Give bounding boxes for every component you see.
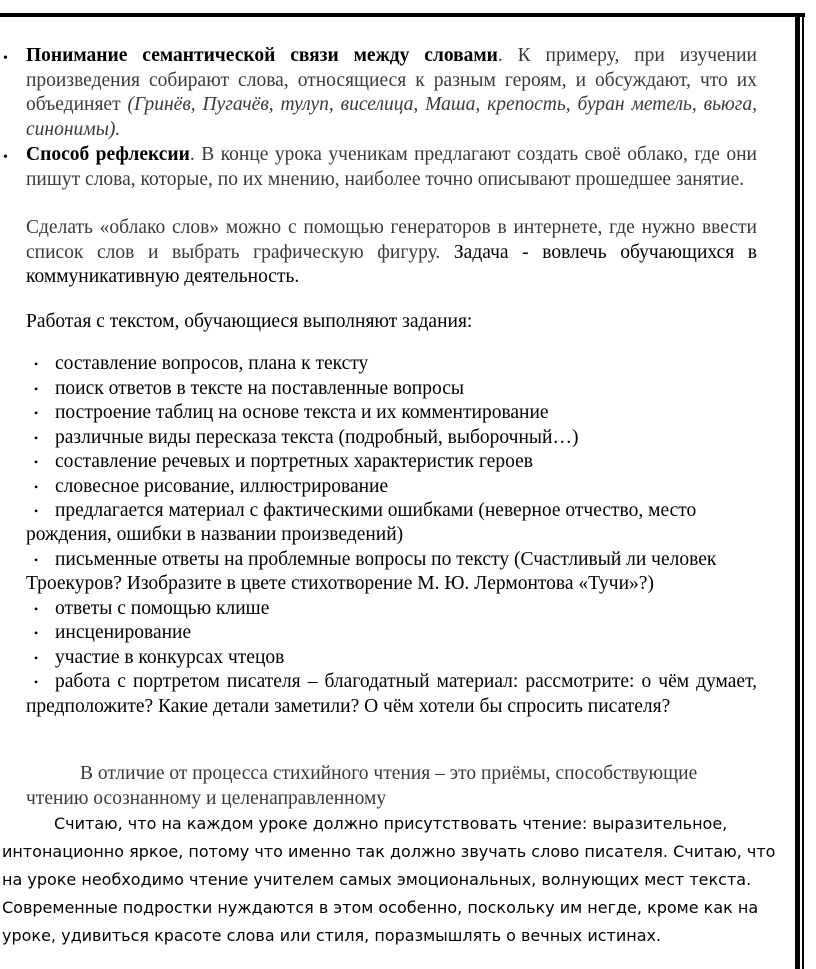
list-item: предлагается материал с фактическими ошибками (неверное отчество, место <box>55 500 697 521</box>
list-item: составление речевых и портретных характеристик героев <box>55 451 533 472</box>
list-item: участие в конкурсах чтецов <box>55 647 285 668</box>
list-item-continuation: Троекуров? Изобразите в цвете стихотворение М. Ю. Лермонтова «Тучи»?) <box>26 573 654 594</box>
list-item: словесное рисование, иллюстрирование <box>55 476 389 497</box>
bullet-icon: • <box>34 357 39 371</box>
list-item: построение таблиц на основе текста и их комментирование <box>55 402 549 423</box>
final-line: на уроке необходимо чтение учителем самых эмоциональных, волнующих мест текста. <box>2 870 752 889</box>
list-item-semantic: Понимание семантической связи между словами. К примеру, при изучении произведения собирают слова, относящиеся к разным героям, и обсуждают, что их объединяет (Гринёв, Пугачёв, тулуп, виселица, Маша, крепость, буран метель, вьюга, синонимы). <box>26 45 757 140</box>
bullet-icon: • <box>34 651 39 665</box>
list-item: поиск ответов в тексте на поставленные вопросы <box>55 378 464 399</box>
list-item: составление вопросов, плана к тексту <box>55 353 369 374</box>
list-item-reflection: Способ рефлексии. В конце урока ученикам предлагают создать своё облако, где они пишут слова, которые, по их мнению, наиболее точно описывают прошедшее занятие. <box>26 144 757 190</box>
final-line: интонационно яркое, потому что именно так должно звучать слово писателя. Считаю, что <box>2 842 776 861</box>
bullet-icon: • <box>34 455 39 469</box>
bullet-icon: • <box>34 553 39 567</box>
tasks-intro: Работая с текстом, обучающиеся выполняют задания: <box>26 311 473 332</box>
bullet-icon: • <box>34 602 39 616</box>
list-item: инсценирование <box>55 622 192 643</box>
bullet-icon: • <box>34 504 39 518</box>
bullet-icon: • <box>34 675 39 689</box>
bullet-icon: • <box>3 51 8 66</box>
list-item: различные виды пересказа текста (подробный, выборочный…) <box>55 427 579 448</box>
page-border-right-inner <box>802 13 804 969</box>
bullet-icon: • <box>34 406 39 420</box>
final-line: Современные подростки нуждаются в этом особенно, поскольку им негде, кроме как на <box>2 898 759 917</box>
item-heading: Способ рефлексии <box>26 144 190 165</box>
list-item: ответы с помощью клише <box>55 598 270 619</box>
list-item: письменные ответы на проблемные вопросы по тексту (Счастливый ли человек <box>55 549 717 570</box>
bullet-icon: • <box>34 431 39 445</box>
list-item-continuation: рождения, ошибки в названии произведений) <box>26 524 404 545</box>
final-line: Считаю, что на каждом уроке должно присутствовать чтение: выразительное, <box>54 814 728 833</box>
item-heading: Понимание семантической связи между словами <box>26 45 498 66</box>
conclusion-paragraph: В отличие от процесса стихийного чтения – это приёмы, способствующие чтению осознанному и целенаправленному <box>26 763 698 809</box>
cloud-paragraph: Сделать «облако слов» можно с помощью генераторов в интернете, где нужно ввести список слов и выбрать графическую фигуру. Задача - вовлечь обучающихся в коммуникативную деятельность. <box>26 217 758 287</box>
page-border-right <box>795 13 800 969</box>
bullet-icon: • <box>34 480 39 494</box>
list-item: работа с портретом писателя – благодатный материал: рассмотрите: о чём думает, предположите? Какие детали заметили? О чём хотели бы спросить писателя? <box>26 671 757 717</box>
final-line: уроке, удивиться красоте слова или стиля, поразмышлять о вечных истинах. <box>2 926 662 945</box>
bullet-icon: • <box>34 626 39 640</box>
bullet-icon: • <box>3 150 8 165</box>
bullet-icon: • <box>34 382 39 396</box>
